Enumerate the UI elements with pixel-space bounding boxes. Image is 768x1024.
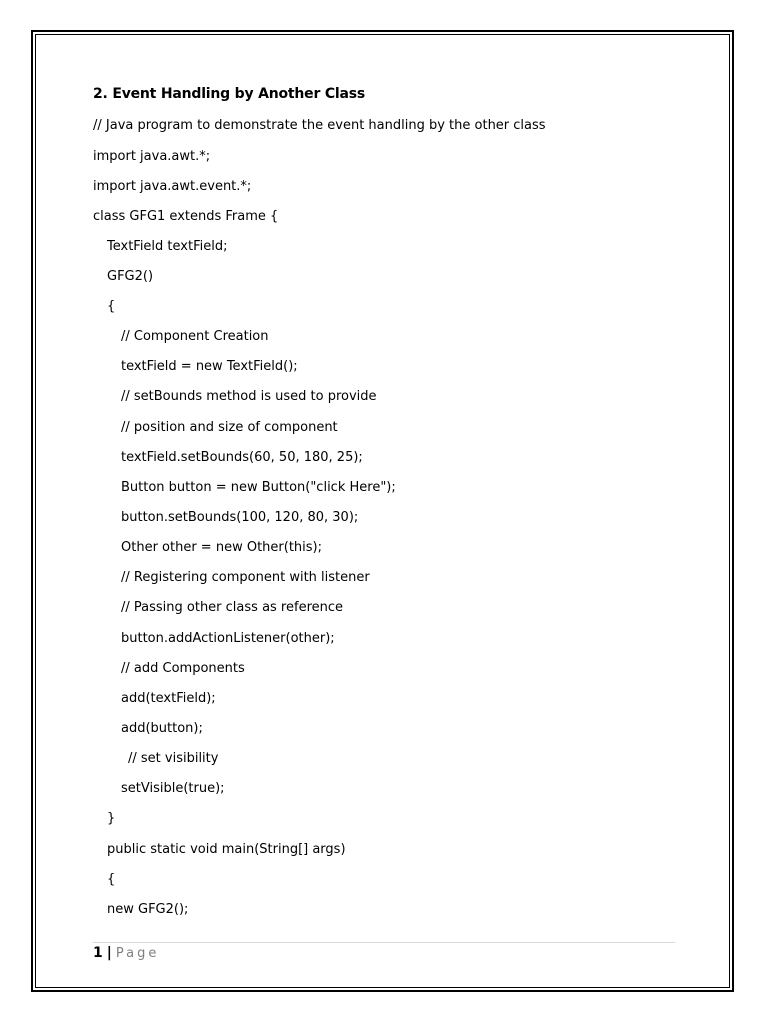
code-line: textField = new TextField();: [121, 359, 298, 374]
code-line: }: [107, 811, 116, 826]
code-line: // position and size of component: [121, 420, 338, 435]
code-line: add(textField);: [121, 691, 216, 706]
section-heading: 2. Event Handling by Another Class: [93, 86, 366, 102]
code-line: Button button = new Button("click Here");: [121, 480, 396, 495]
page-number: 1: [93, 945, 103, 961]
code-line: // Passing other class as reference: [121, 600, 344, 615]
code-line: // set visibility: [128, 751, 219, 766]
code-line: textField.setBounds(60, 50, 180, 25);: [121, 450, 363, 465]
code-line: {: [107, 299, 116, 314]
code-line: new GFG2();: [107, 902, 189, 917]
footer-divider: [93, 942, 675, 943]
code-line: // Java program to demonstrate the event handling by the other class: [93, 118, 546, 133]
code-line: {: [107, 872, 116, 887]
code-line: button.setBounds(100, 120, 80, 30);: [121, 510, 359, 525]
code-line: class GFG1 extends Frame {: [93, 209, 279, 224]
code-line: public static void main(String[] args): [107, 842, 346, 857]
code-line: import java.awt.*;: [93, 149, 211, 164]
code-line: setVisible(true);: [121, 781, 225, 796]
code-line: add(button);: [121, 721, 203, 736]
code-line: TextField textField;: [107, 239, 228, 254]
code-line: // setBounds method is used to provide: [121, 389, 377, 404]
footer-separator: |: [106, 945, 112, 961]
code-line: button.addActionListener(other);: [121, 631, 335, 646]
code-line: // add Components: [121, 661, 245, 676]
page-footer: [93, 945, 159, 961]
code-line: // Component Creation: [121, 329, 269, 344]
code-line: Other other = new Other(this);: [121, 540, 322, 555]
code-line: import java.awt.event.*;: [93, 179, 252, 194]
code-line: GFG2(): [107, 269, 154, 284]
code-line: // Registering component with listener: [121, 570, 370, 585]
page-label: Page: [115, 946, 160, 961]
